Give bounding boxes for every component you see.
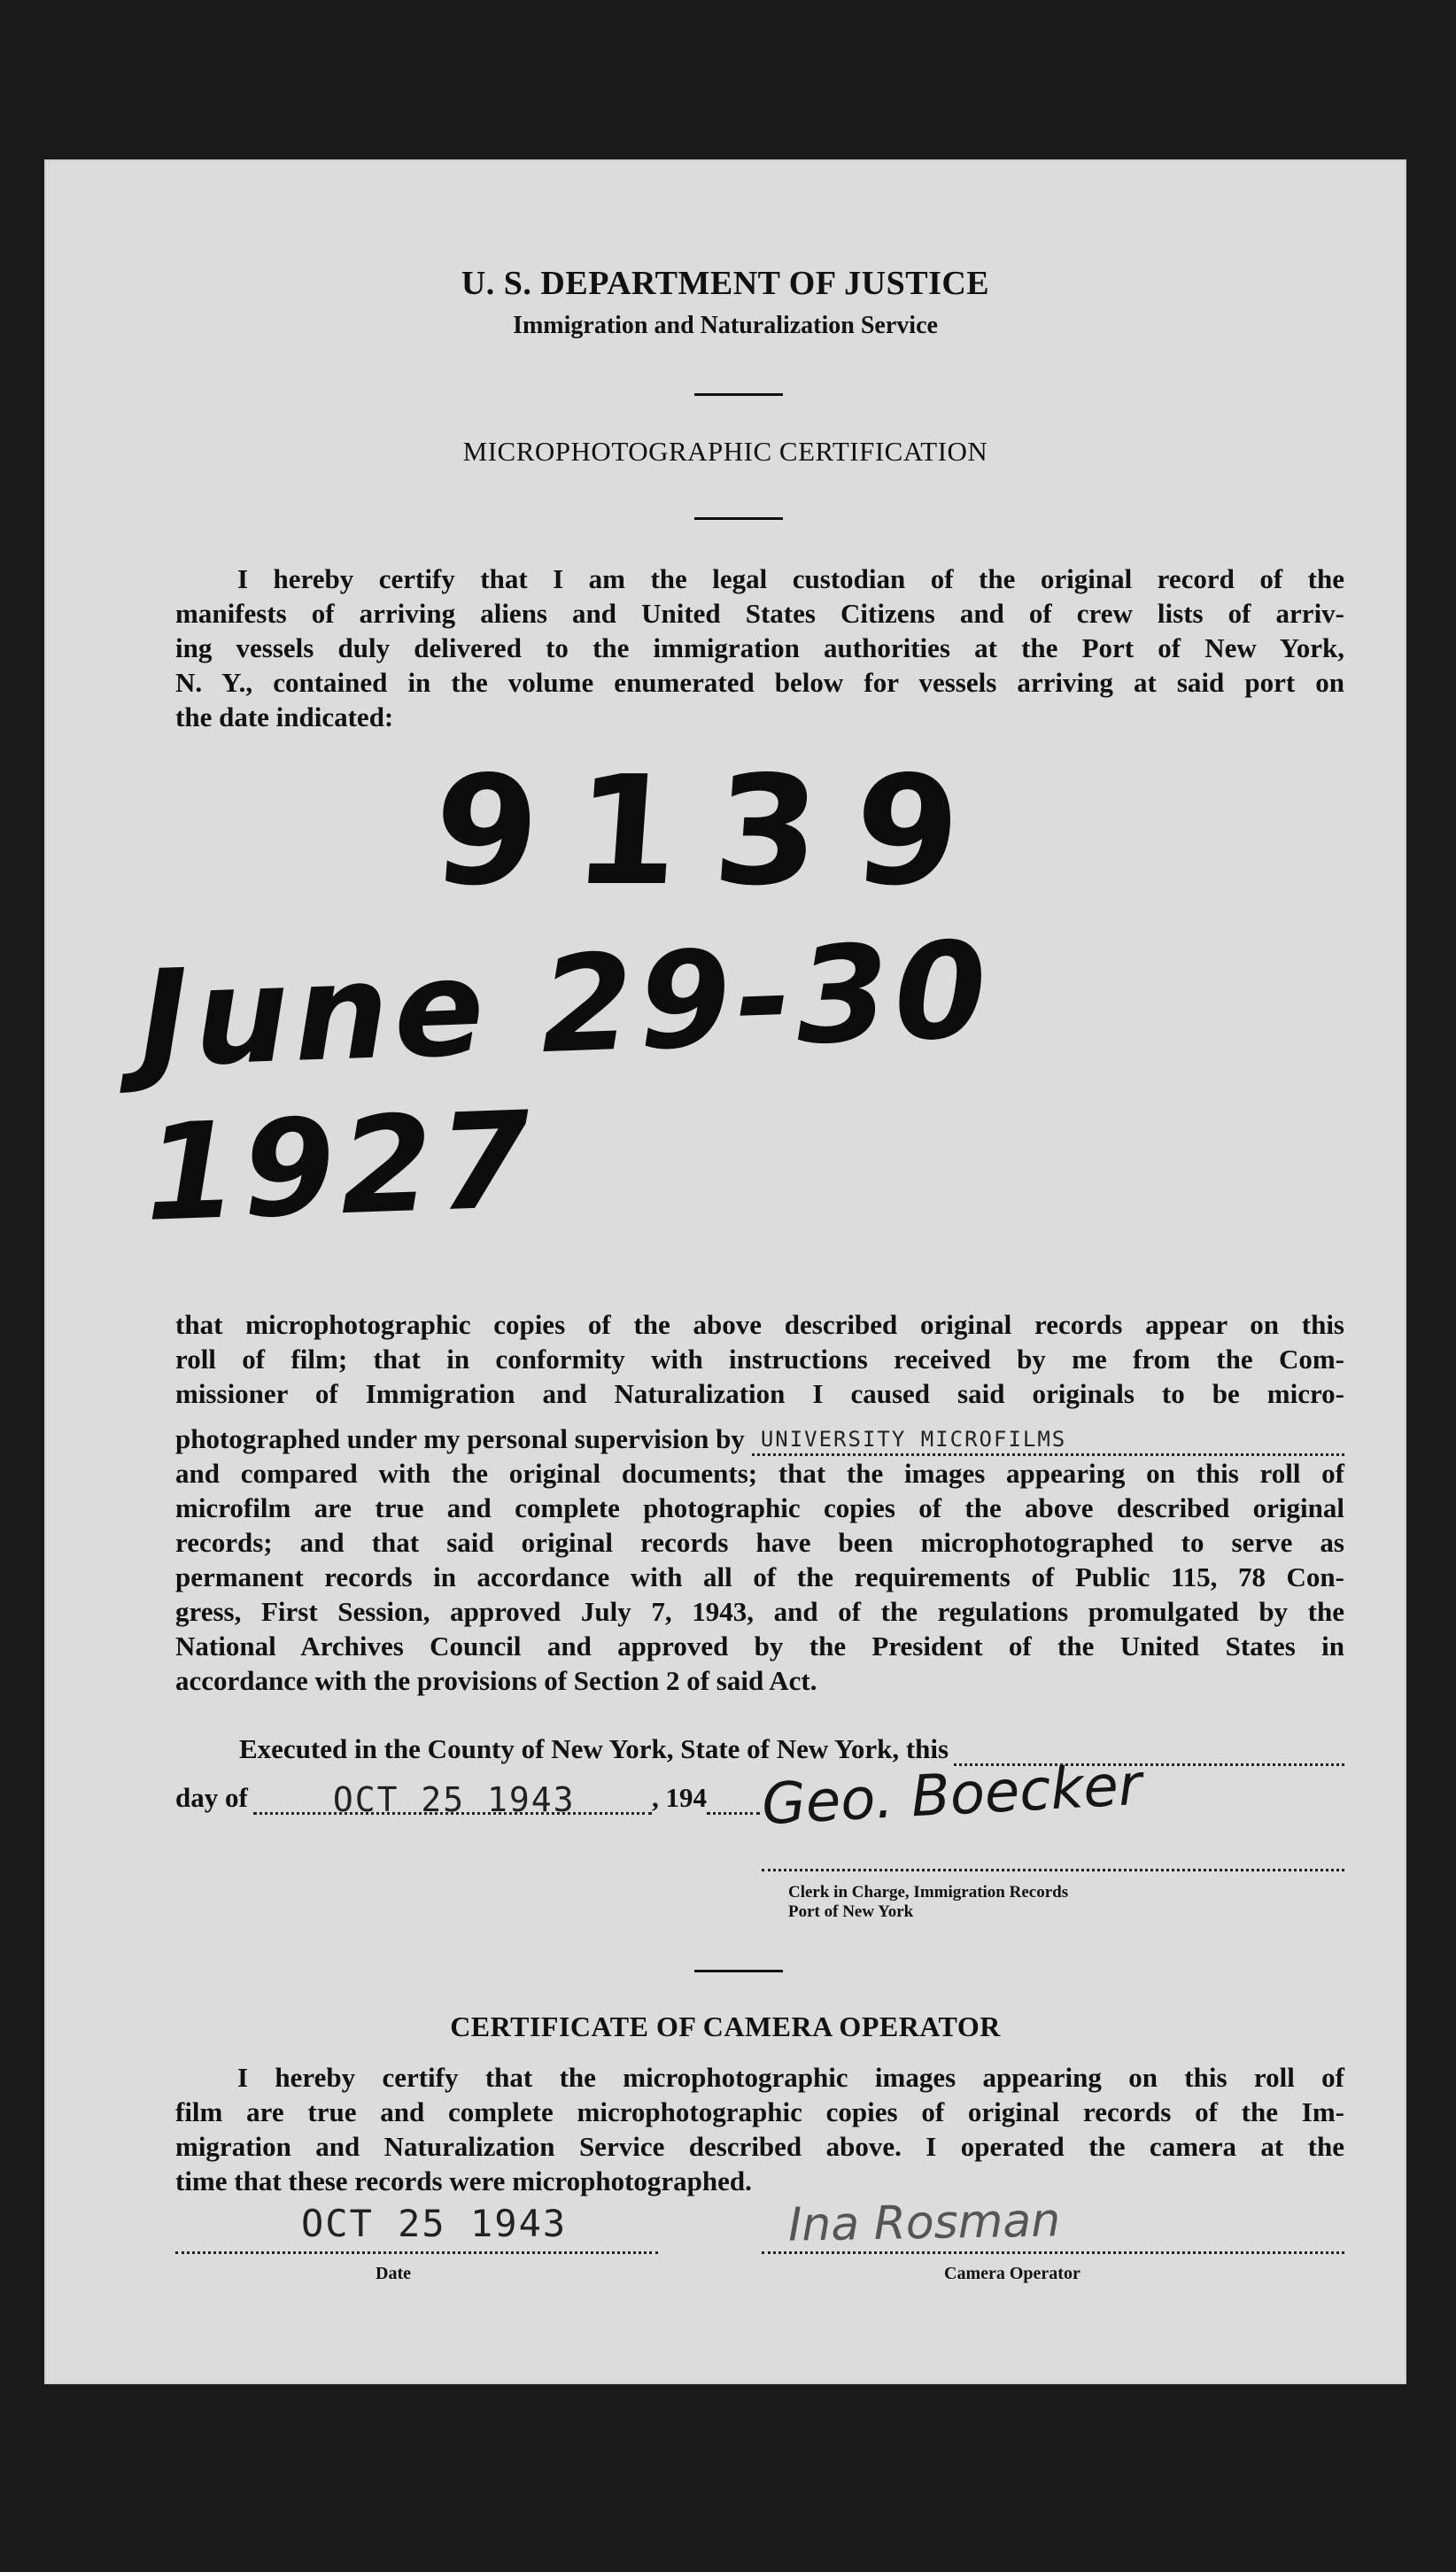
intro-paragraph xyxy=(175,562,1344,734)
text-line: I hereby certify that the microphotographic images appearing on this roll of xyxy=(237,2062,1344,2093)
text-line: film are true and complete microphotographic copies of original records of the Im- xyxy=(175,2096,1344,2127)
service-subtitle: Immigration and Naturalization Service xyxy=(513,312,938,339)
supervision-field xyxy=(752,1427,1344,1456)
text-line: N. Y., contained in the volume enumerated below for vessels arriving at said port on xyxy=(175,667,1344,698)
camera-operator-paragraph xyxy=(175,2060,1344,2198)
supervision-prefix: photographed under my personal supervision by xyxy=(175,1423,745,1454)
text-line: I hereby certify that I am the legal custodian of the original record of the xyxy=(237,563,1344,594)
body-paragraph xyxy=(175,1307,1344,1698)
handwritten-date-range: June 29-30 1927 xyxy=(136,913,995,1251)
day-of-field xyxy=(253,1780,652,1819)
handwritten-volume-number: 9139 xyxy=(428,744,1002,919)
text-line: manifests of arriving aliens and United States Citizens and of crew lists of arriv- xyxy=(175,598,1344,629)
text-line: accordance with the provisions of Section 2 of said Act. xyxy=(175,1665,817,1696)
day-of-date-stamp: OCT 25 1943 xyxy=(332,1780,576,1819)
certificate-sheet xyxy=(44,159,1406,2384)
supervision-stamp: UNIVERSITY MICROFILMS xyxy=(760,1427,1067,1452)
text-line: time that these records were microphotographed. xyxy=(175,2165,752,2196)
operator-signature: Ina Rosman xyxy=(787,2194,1061,2252)
text-line: missioner of Immigration and Naturalization I caused said originals to be micro- xyxy=(175,1378,1344,1409)
text-line: ing vessels duly delivered to the immigration authorities at the Port of New York, xyxy=(175,632,1344,663)
divider xyxy=(694,1970,783,1972)
camera-operator-heading: CERTIFICATE OF CAMERA OPERATOR xyxy=(450,2010,1001,2042)
operator-line xyxy=(762,2251,1344,2254)
day-of-label: day of xyxy=(175,1782,248,1813)
text-line: National Archives Council and approved by the President of the United States in xyxy=(175,1631,1344,1662)
year-prefix: , 194 xyxy=(652,1782,707,1813)
certification-heading: MICROPHOTOGRAPHIC CERTIFICATION xyxy=(462,436,988,467)
signature-line xyxy=(762,1869,1344,1871)
text-line: the date indicated: xyxy=(175,701,394,732)
divider xyxy=(694,517,783,520)
day-of-line xyxy=(175,1780,760,1819)
executed-text: Executed in the County of New York, State of New York, this xyxy=(239,1733,949,1764)
text-line: roll of film; that in conformity with instructions received by me from the Com- xyxy=(175,1344,1344,1375)
clerk-signature: Geo. Boecker xyxy=(760,1752,1143,1839)
date-label: Date xyxy=(376,2264,411,2283)
executed-line xyxy=(239,1731,1344,1766)
divider xyxy=(694,393,783,396)
operator-label: Camera Operator xyxy=(944,2264,1080,2283)
supervision-line xyxy=(175,1422,1344,1456)
clerk-title-line: Clerk in Charge, Immigration Records xyxy=(788,1883,1069,1902)
text-line: records; and that said original records have been microphotographed to serve as xyxy=(175,1527,1344,1558)
text-line: gress, First Session, approved July 7, 1943, and of the regulations promulgated by the xyxy=(175,1596,1344,1627)
text-line: permanent records in accordance with all of the requirements of Public 115, 78 Con- xyxy=(175,1561,1344,1592)
clerk-title xyxy=(788,1883,1068,1922)
date-line xyxy=(175,2251,658,2254)
text-line: and compared with the original documents; that the images appearing on this roll of xyxy=(175,1458,1344,1489)
text-line: migration and Naturalization Service described above. I operated the camera at the xyxy=(175,2131,1344,2162)
operator-date-stamp: OCT 25 1943 xyxy=(301,2202,568,2245)
department-title: U. S. DEPARTMENT OF JUSTICE xyxy=(461,265,990,302)
text-line: microfilm are true and complete photographic copies of the above described original xyxy=(175,1492,1344,1523)
year-field xyxy=(707,1789,760,1815)
text-line: that microphotographic copies of the above described original records appear on this xyxy=(175,1309,1344,1340)
clerk-title-line: Port of New York xyxy=(788,1902,914,1921)
